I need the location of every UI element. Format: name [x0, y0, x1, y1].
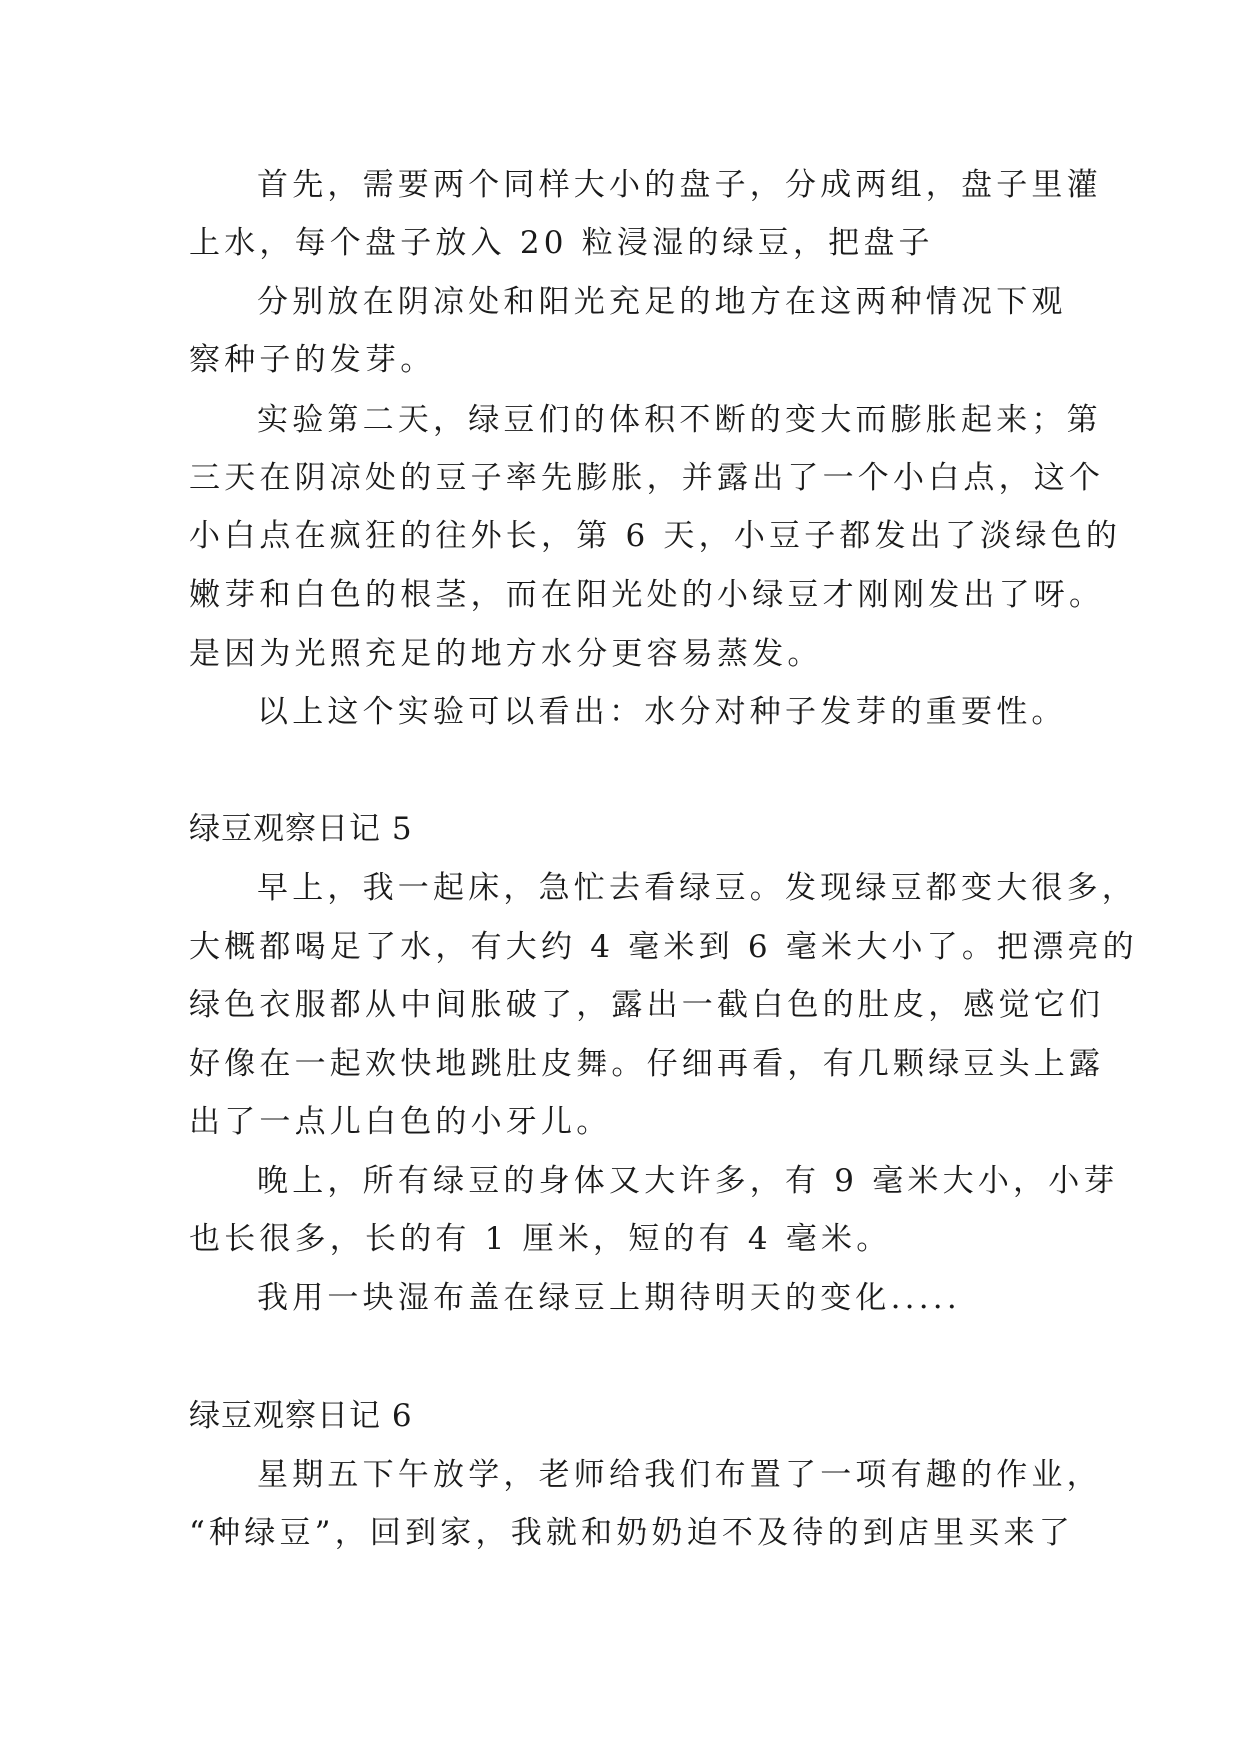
paragraph-line: 我用一块湿布盖在绿豆上期待明天的变化..... — [257, 1280, 961, 1316]
paragraph-line: 也长很多，长的有 1 厘米，短的有 4 毫米。 — [189, 1221, 892, 1257]
paragraph-line: 出了一点儿白色的小牙儿。 — [189, 1104, 612, 1140]
paragraph-line: 小白点在疯狂的往外长，第 6 天，小豆子都发出了淡绿色的 — [189, 518, 1122, 554]
section-heading: 绿豆观察日记 5 — [189, 811, 413, 847]
paragraph-line: 绿色衣服都从中间胀破了，露出一截白色的肚皮，感觉它们 — [189, 987, 1105, 1023]
paragraph-line: 三天在阴凉处的豆子率先膨胀，并露出了一个小白点，这个 — [189, 460, 1105, 496]
paragraph-line: 星期五下午放学，老师给我们布置了一项有趣的作业， — [257, 1457, 1102, 1493]
paragraph-line: 好像在一起欢快地跳肚皮舞。仔细再看，有几颗绿豆头上露 — [189, 1046, 1105, 1082]
paragraph-line: 大概都喝足了水，有大约 4 毫米到 6 毫米大小了。把漂亮的 — [189, 929, 1138, 965]
paragraph-line: 早上，我一起床，急忙去看绿豆。发现绿豆都变大很多， — [257, 870, 1137, 906]
paragraph-line: 分别放在阴凉处和阳光充足的地方在这两种情况下观 — [257, 284, 1067, 320]
paragraph-line: 首先，需要两个同样大小的盘子，分成两组，盘子里灌 — [257, 167, 1102, 203]
paragraph-line: 嫩芽和白色的根茎，而在阳光处的小绿豆才刚刚发出了呀。 — [189, 577, 1105, 613]
paragraph-line: 上水，每个盘子放入 20 粒浸湿的绿豆，把盘子 — [189, 225, 934, 261]
paragraph-line: 实验第二天，绿豆们的体积不断的变大而膨胀起来；第 — [257, 402, 1102, 438]
paragraph-line: “种绿豆”，回到家，我就和奶奶迫不及待的到店里买来了 — [189, 1515, 1074, 1551]
paragraph-line: 是因为光照充足的地方水分更容易蒸发。 — [189, 636, 823, 672]
paragraph-line: 察种子的发芽。 — [189, 342, 436, 378]
paragraph-line: 晚上，所有绿豆的身体又大许多，有 9 毫米大小，小芽 — [257, 1163, 1119, 1199]
section-heading: 绿豆观察日记 6 — [189, 1398, 413, 1434]
paragraph-line: 以上这个实验可以看出：水分对种子发芽的重要性。 — [257, 694, 1067, 730]
